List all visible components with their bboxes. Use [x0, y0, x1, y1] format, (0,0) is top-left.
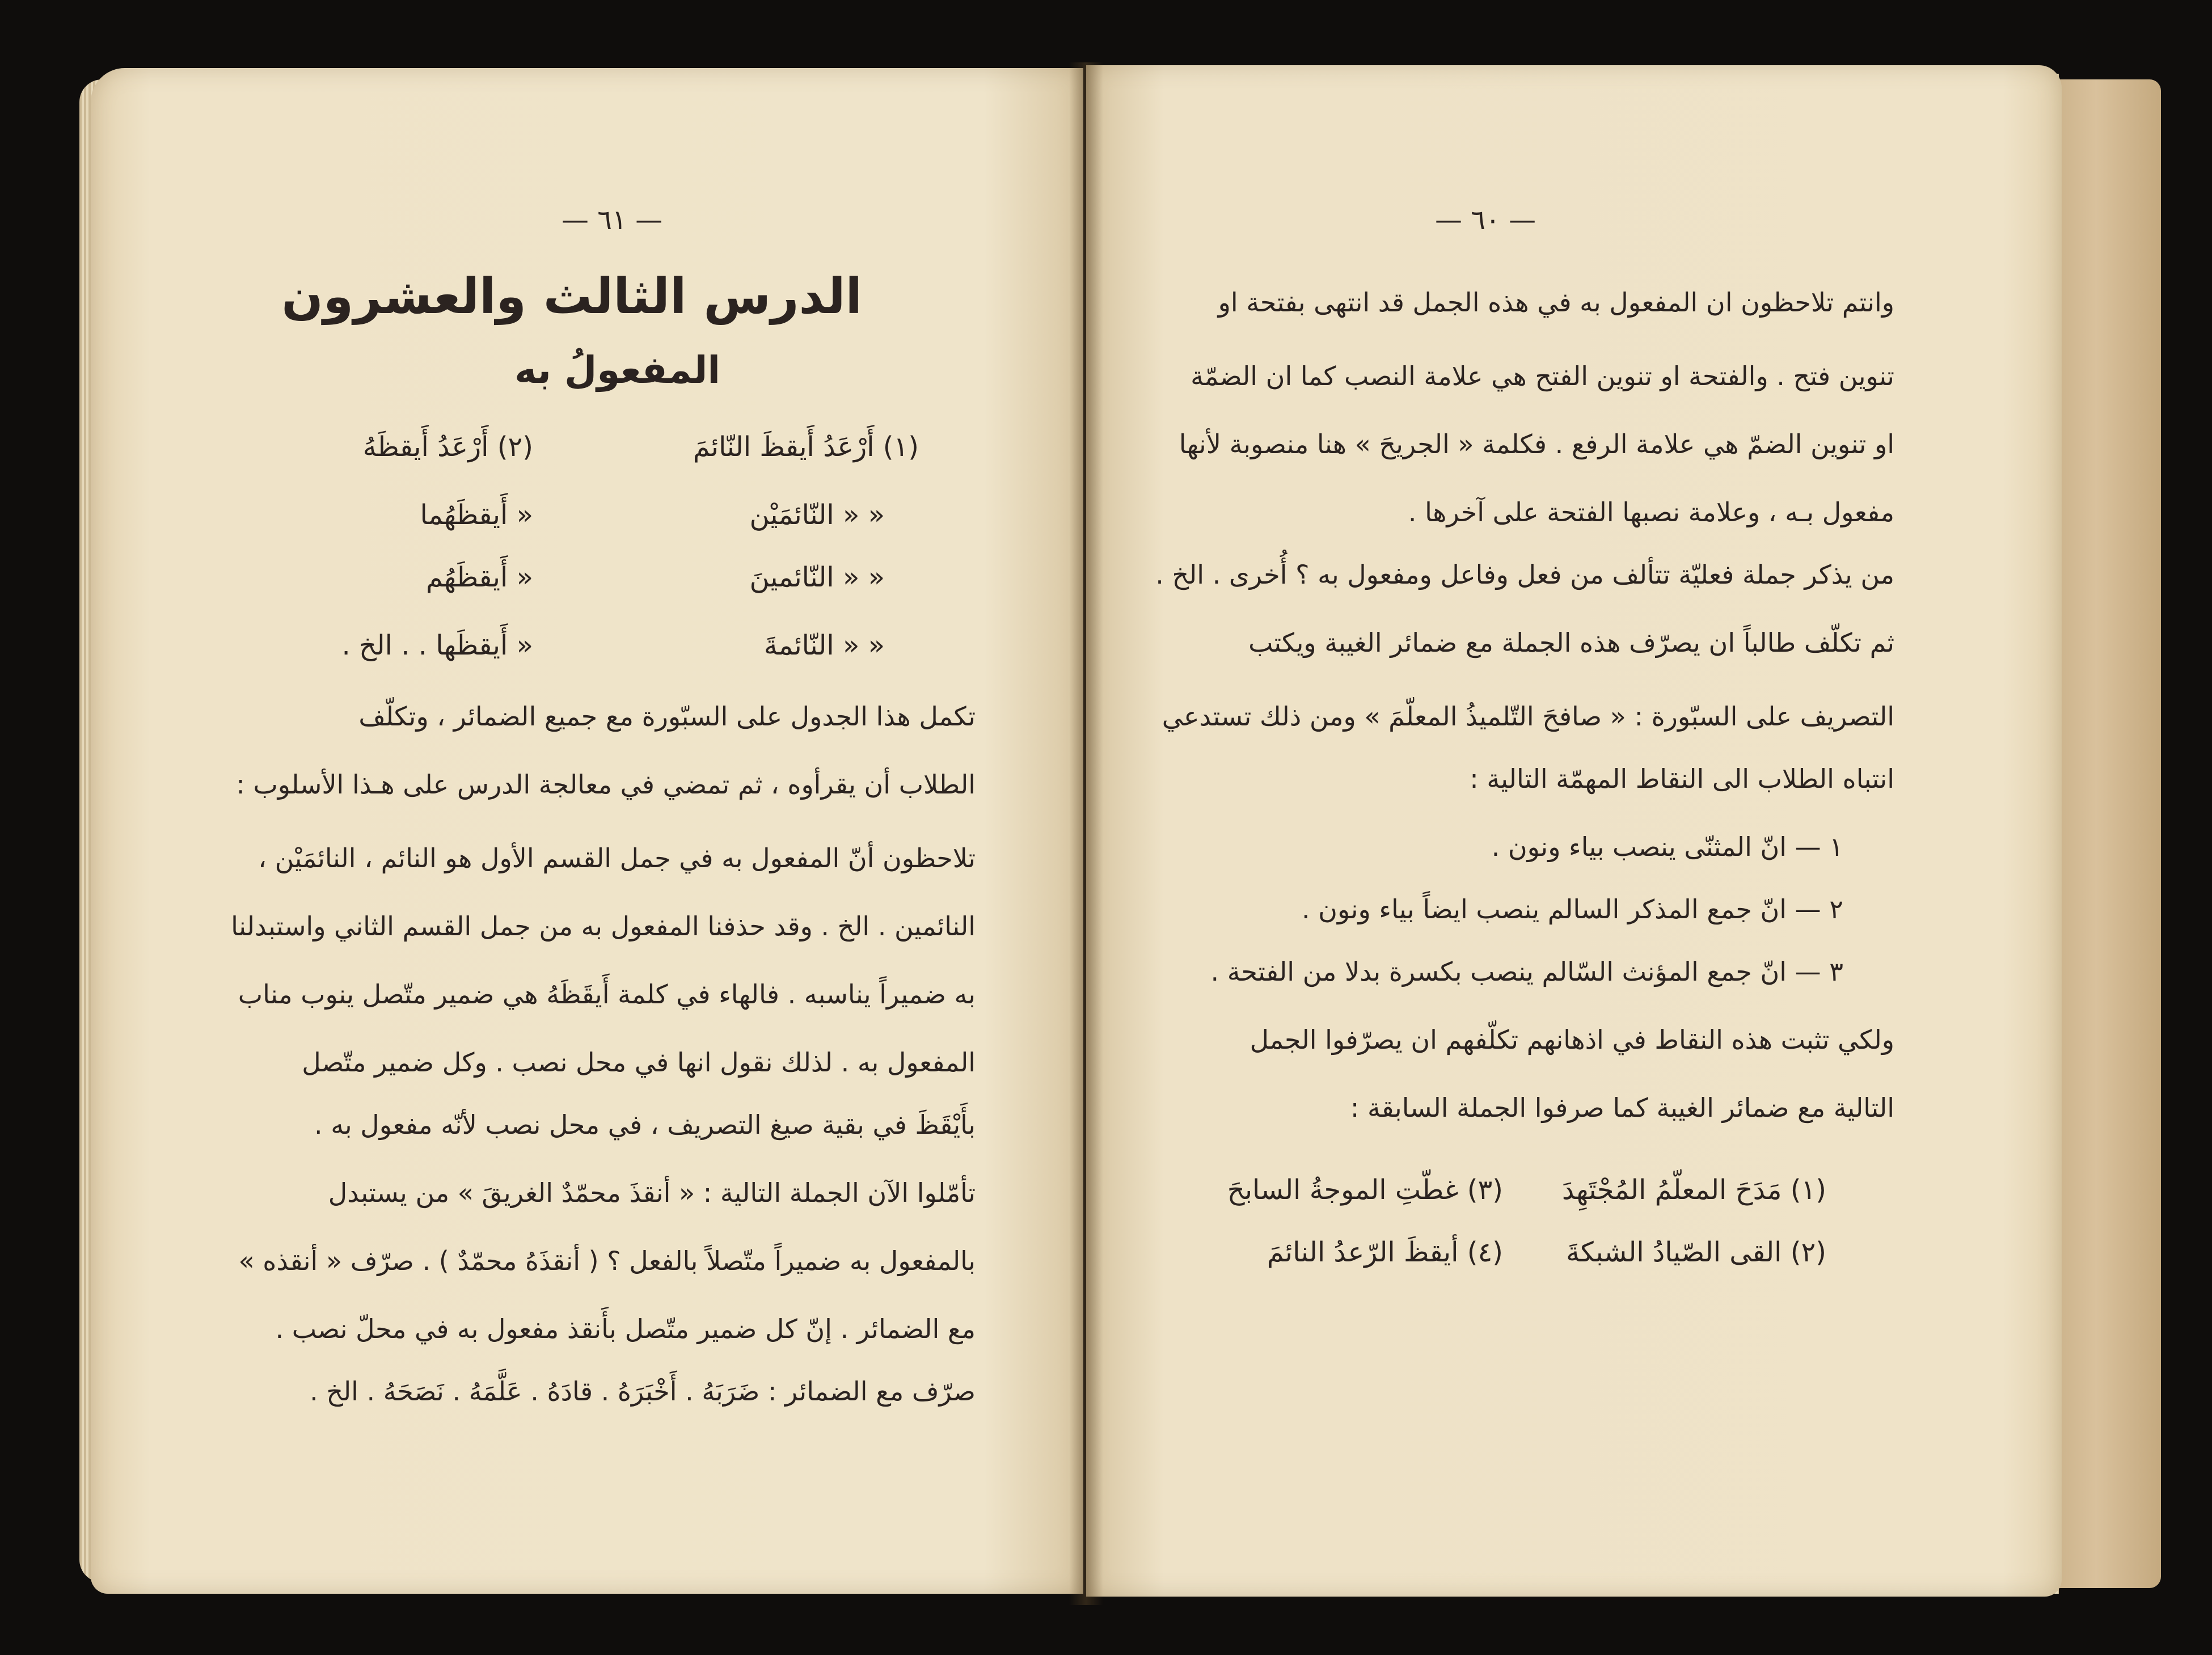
example-row	[750, 561, 885, 593]
example-col2: « أَيقظَهُما	[420, 499, 533, 531]
left-page-number: — ٦١ —	[562, 204, 663, 236]
example-row	[426, 561, 533, 593]
right-text-line: من يذكر جملة فعليّة تتألف من فعل وفاعل ومفعول به ؟ أُخرى . الخ .	[1155, 559, 1894, 590]
right-text-line: ٢ — انّ جمع المذكر السالم ينصب ايضاً بياء ونون .	[1301, 894, 1843, 924]
example-col2: « أَيقظَها . . الخ .	[341, 630, 533, 661]
left-text-line: تكمل هذا الجدول على السبّورة مع جميع الضمائر ، وتكلّف	[358, 701, 976, 732]
right-text-line: تنوين فتح . والفتحة او تنوين الفتح هي علامة النصب كما ان الضمّة	[1191, 361, 1894, 391]
example-col1: « « النّائمَيْن	[749, 499, 885, 531]
left-text-line: صرّف مع الضمائر : ضَرَبَهُ . أَخْبَرَهُ . قادَهُ . عَلَّمَهُ . نَصَحَهُ . الخ .	[310, 1376, 976, 1407]
right-page-number: — ٦٠ —	[1435, 204, 1536, 236]
exercise-col2: (٤) أيقظَ الرّعدُ النائمَ	[1267, 1236, 1503, 1268]
right-text-line: وانتم تلاحظون ان المفعول به في هذه الجمل قد انتهى بفتحة او	[1218, 287, 1894, 318]
example-col2: (٢) أَرْعَدُ أَيقظَهُ	[362, 431, 533, 463]
exercise-col1: (١) مَدَحَ المعلّمُ المُجْتَهِدَ	[1561, 1174, 1826, 1206]
exercise-col1: (٢) القى الصّيادُ الشبكةَ	[1566, 1236, 1826, 1268]
right-text-line: انتباه الطلاب الى النقاط المهمّة التالية :	[1470, 763, 1894, 794]
right-text-line: التصريف على السبّورة : « صافحَ التّلميذُ المعلّمَ » ومن ذلك تستدعي	[1162, 701, 1894, 732]
example-row	[342, 630, 533, 661]
left-text-line: تلاحظون أنّ المفعول به في جمل القسم الأول هو النائم ، النائمَيْن ،	[258, 843, 976, 873]
lesson-title: الدرس الثالث والعشرون	[281, 268, 862, 325]
left-text-line: بأَيْقَظَ في بقية صيغ التصريف ، في محل نصب لأنّه مفعول به .	[314, 1109, 976, 1140]
exercise-col2: (٣) غطّتِ الموجةُ السابحَ	[1227, 1174, 1503, 1206]
example-col1: « « النّائمينَ	[749, 561, 885, 593]
right-text-line: ١ — انّ المثنّى ينصب بياء ونون .	[1491, 831, 1843, 862]
left-text-line: الطلاب أن يقرأوه ، ثم تمضي في معالجة الدرس على هـذا الأسلوب :	[236, 769, 976, 800]
right-text-line: مفعول بـه ، وعلامة نصبها الفتحة على آخرها .	[1408, 497, 1894, 527]
right-text-line: ولكي تثبت هذه النقاط في اذهانهم تكلّفهم ان يصرّفوا الجمل	[1249, 1024, 1894, 1055]
example-col1: « « النّائمةَ	[763, 630, 885, 661]
example-col2: « أَيقظَهُم	[425, 561, 533, 593]
left-text-line: المفعول به . لذلك نقول انها في محل نصب . وكل ضمير متّصل	[302, 1047, 976, 1078]
right-text-line: التالية مع ضمائر الغيبة كما صرفوا الجملة السابقة :	[1350, 1092, 1894, 1123]
right-text-line: ٣ — انّ جمع المؤنث السّالم ينصب بكسرة بدلا من الفتحة .	[1210, 956, 1843, 987]
example-row	[420, 499, 533, 531]
example-row	[750, 499, 885, 531]
right-text-line: ثم تكلّف طالباً ان يصرّف هذه الجملة مع ضمائر الغيبة ويكتب	[1248, 627, 1894, 658]
book-cover-edge	[2053, 79, 2161, 1588]
left-text-line: تأمّلوا الآن الجملة التالية : « أنقذَ محمّدٌ الغريقَ » من يستبدل	[328, 1177, 976, 1208]
lesson-subtitle: المفعولُ به	[514, 348, 720, 392]
example-row	[363, 431, 533, 463]
left-text-line: به ضميراً يناسبه . فالهاء في كلمة أَيقَظَهُ هي ضمير متّصل ينوب مناب	[238, 979, 976, 1010]
right-text-line: او تنوين الضمّ هي علامة الرفع . فكلمة « الجريحَ » هنا منصوبة لأنها	[1179, 429, 1894, 459]
example-row	[693, 431, 919, 463]
left-text-line: النائمين . الخ . وقد حذفنا المفعول به من جمل القسم الثاني واستبدلنا	[231, 911, 976, 942]
example-col1: (١) أَرْعَدُ أَيقظَ النّائمَ	[693, 431, 919, 463]
book-gutter	[1069, 62, 1103, 1605]
left-text-line: مع الضمائر . إنّ كل ضمير متّصل بأَنقذ مفعول به في محلّ نصب .	[275, 1314, 976, 1344]
example-row	[764, 630, 885, 661]
left-text-line: بالمفعول به ضميراً متّصلاً بالفعل ؟ ( أنقذَهُ محمّدٌ ) . صرّف « أنقذه »	[238, 1246, 976, 1276]
